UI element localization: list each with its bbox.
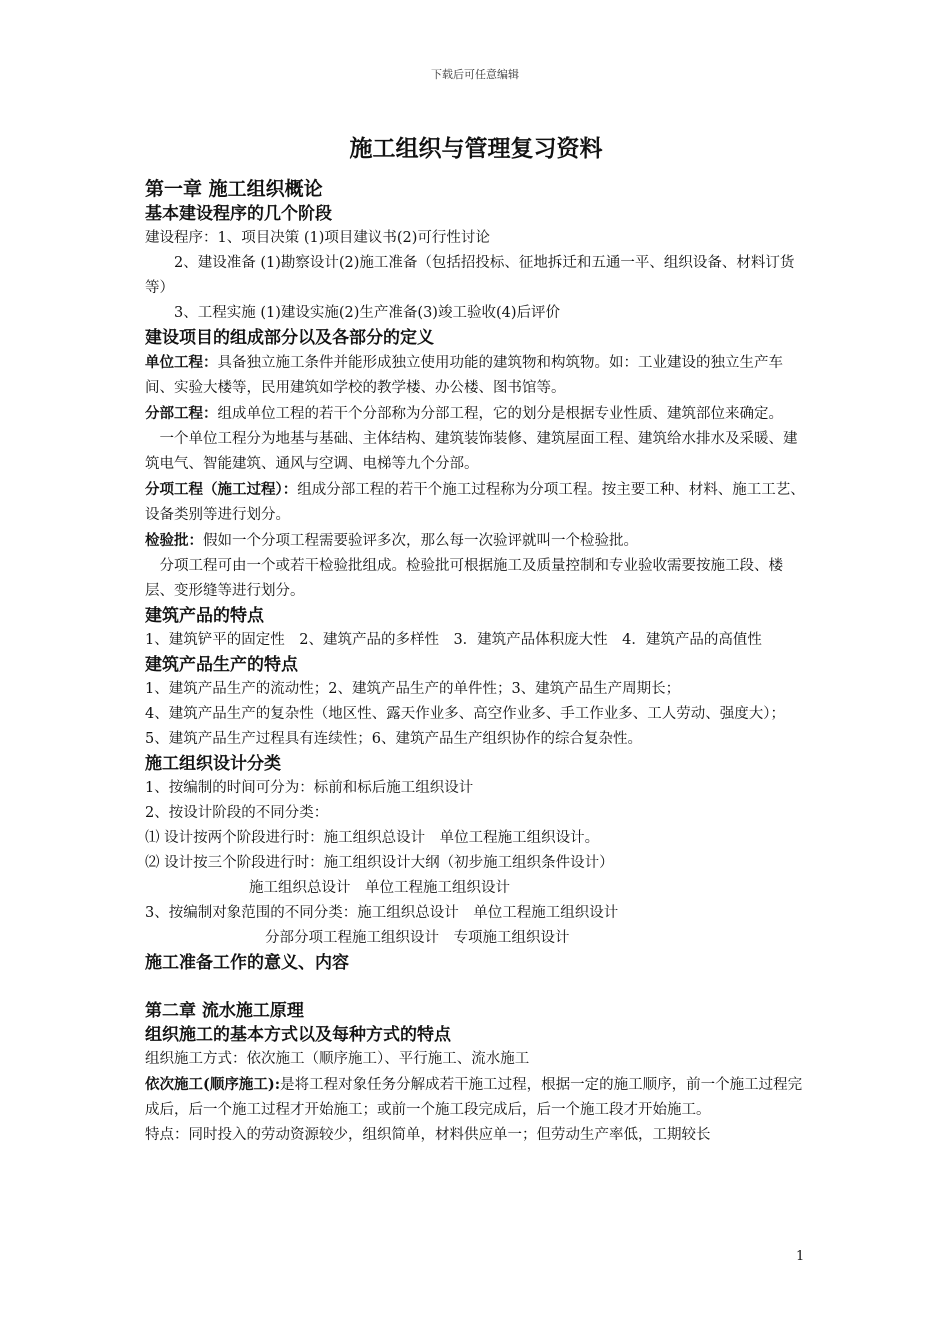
paragraph [145,350,807,401]
term-text: 组成单位工程的若干个分部称为分部工程，它的划分是根据专业性质、建筑部位来确定。 [217,406,783,422]
paragraph: 一个单位工程分为地基与基础、主体结构、建筑装饰装修、建筑屋面工程、建筑给水排水及采暖、建筑电气、智能建筑、通风与空调、电梯等九个分部。 [145,431,798,472]
paragraph [145,477,807,528]
paragraph: 分项工程可由一个或若干检验批组成。检验批可根据施工及质量控制和专业验收需要按施工段、楼层、变形缝等进行划分。 [145,558,783,599]
paragraph: 施工组织总设计 单位工程施工组织设计 [249,880,510,896]
paragraph: 2、按设计阶段的不同分类： [145,805,329,821]
chapter-2-title: 第二章 流水施工原理 [145,1001,304,1021]
paragraph [145,1072,807,1123]
section-heading: 基本建设程序的几个阶段 [145,204,332,224]
paragraph [145,401,807,427]
paragraph: 建设程序：1、项目决策 (1)项目建议书(2)可行性讨论 [145,230,490,246]
spacer [145,975,807,999]
page-number: 1 [796,1249,805,1264]
paragraph [145,528,807,554]
section-heading: 建设项目的组成部分以及各部分的定义 [145,328,434,348]
paragraph: 1、按编制的时间可分为：标前和标后施工组织设计 [145,780,474,796]
term-label: 分项工程（施工过程）： [145,481,298,498]
paragraph: 3、按编制对象范围的不同分类：施工组织总设计 单位工程施工组织设计 [145,905,619,921]
term-text: 具备独立施工条件并能形成独立使用功能的建筑物和构筑物。如：工业建设的独立生产车间、实验大楼等，民用建筑如学校的教学楼、办公楼、图书馆等。 [145,355,783,396]
section-heading: 组织施工的基本方式以及每种方式的特点 [145,1025,451,1045]
paragraph: 分部分项工程施工组织设计 专项施工组织设计 [265,930,570,946]
paragraph: ⑵ 设计按三个阶段进行时：施工组织设计大纲（初步施工组织条件设计） [145,855,614,871]
term-label: 依次施工(顺序施工): [145,1076,281,1093]
section-heading: 施工准备工作的意义、内容 [145,953,349,973]
paragraph: 3、工程实施 (1)建设实施(2)生产准备(3)竣工验收(4)后评价 [145,305,560,321]
section-heading: 建筑产品生产的特点 [145,655,298,675]
section-heading: 建筑产品的特点 [145,606,264,626]
paragraph: 特点：同时投入的劳动资源较少，组织简单，材料供应单一；但劳动生产率低，工期较长 [145,1127,711,1143]
paragraph: ⑴ 设计按两个阶段进行时：施工组织总设计 单位工程施工组织设计。 [145,830,600,846]
document-title: 施工组织与管理复习资料 [349,135,603,162]
paragraph: 1、建筑产品生产的流动性；2、建筑产品生产的单件性；3、建筑产品生产周期长； [145,681,681,697]
paragraph: 1、建筑铲平的固定性 2、建筑产品的多样性 3．建筑产品体积庞大性 4．建筑产品的高值性 [145,632,762,648]
term-label: 检验批： [145,532,203,549]
page-header: 下载后可任意编辑 [431,68,519,81]
paragraph: 组织施工方式：依次施工（顺序施工）、平行施工、流水施工 [145,1051,530,1067]
section-heading: 施工组织设计分类 [145,754,281,774]
paragraph: 2、建设准备 (1)勘察设计(2)施工准备（包括招投标、征地拆迁和五通一平、组织设备、材料订货等） [145,255,795,296]
term-text: 组成分部工程的若干个施工过程称为分项工程。按主要工种、材料、施工工艺、设备类别等进行划分。 [145,482,805,523]
term-label: 单位工程： [145,354,218,371]
term-text: 是将工程对象任务分解成若干施工过程，根据一定的施工顺序，前一个施工过程完成后，后一个施工过程才开始施工；或前一个施工段完成后，后一个施工段才开始施工。 [145,1077,803,1118]
term-text: 假如一个分项工程需要验评多次，那么每一次验评就叫一个检验批。 [203,533,638,549]
chapter-1-title: 第一章 施工组织概论 [145,178,323,200]
term-label: 分部工程： [145,405,218,422]
paragraph: 4、建筑产品生产的复杂性（地区性、露天作业多、高空作业多、手工作业多、工人劳动、强度大）；5、建筑产品生产过程具有连续性；6、建筑产品生产组织协作的综合复杂性。 [145,706,785,747]
document-body [145,132,807,1148]
